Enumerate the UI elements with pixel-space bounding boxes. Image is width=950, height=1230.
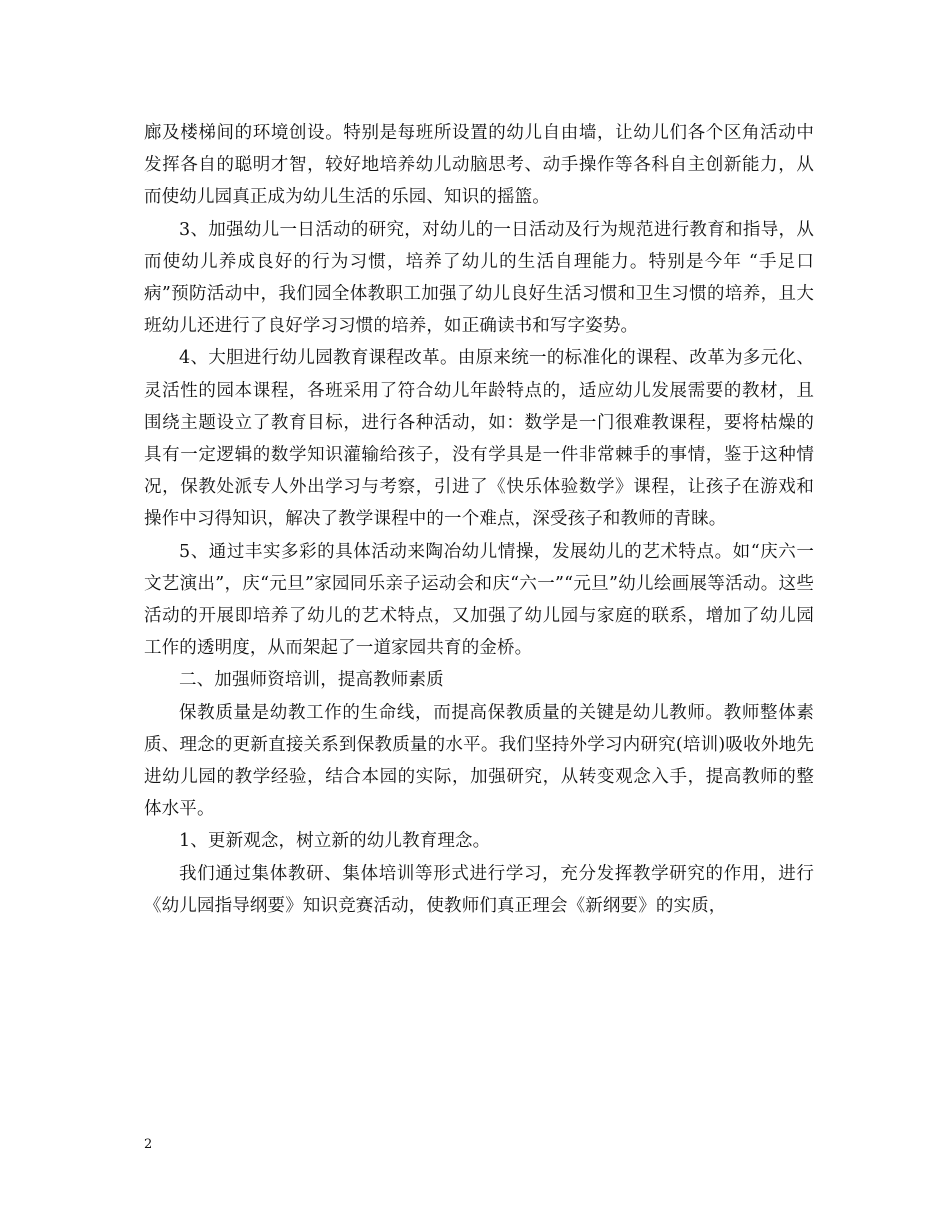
subheading-1: 1、更新观念，树立新的幼儿教育理念。 — [179, 831, 491, 852]
paragraph-training: 我们通过集体教研、集体培训等形式进行学习，充分发挥教学研究的作用，进行《幼儿园指导纲要》知识竞赛活动，使教师们真正理会《新纲要》的实质， — [144, 863, 814, 916]
body-text — [144, 117, 814, 922]
section-heading-2: 二、加强师资培训，提高教师素质 — [179, 670, 444, 691]
page-number: 2 — [144, 1137, 153, 1152]
paragraph-item-3: 3、加强幼儿一日活动的研究，对幼儿的一日活动及行为规范进行教育和指导，从而使幼儿养成良好的行为习惯，培养了幼儿的生活自理能力。特别是今年 “手足口病”预防活动中，我们园全体教职工加强了幼儿良好生活习惯和卫生习惯的培养，且大班幼儿还进行了良好学习习惯的培养，如正确读书和写字姿势。 — [144, 219, 814, 337]
paragraph-continuation: 廊及楼梯间的环境创设。特别是每班所设置的幼儿自由墙，让幼儿们各个区角活动中发挥各自的聪明才智，较好地培养幼儿动脑思考、动手操作等各科自主创新能力，从而使幼儿园真正成为幼儿生活的乐园、知识的摇篮。 — [144, 123, 814, 208]
paragraph-item-4: 4、大胆进行幼儿园教育课程改革。由原来统一的标准化的课程、改革为多元化、灵活性的园本课程，各班采用了符合幼儿年龄特点的，适应幼儿发展需要的教材，且围绕主题设立了教育目标，进行各种活动，如：数学是一门很难教课程，要将枯燥的具有一定逻辑的数学知识灌输给孩子，没有学具是一件非常棘手的事情，鉴于这种情况，保教处派专人外出学习与考察，引进了《快乐体验数学》课程，让孩子在游戏和操作中习得知识，解决了教学课程中的一个难点，深受孩子和教师的青睐。 — [144, 348, 814, 530]
paragraph-quality: 保教质量是幼教工作的生命线，而提高保教质量的关键是幼儿教师。教师整体素质、理念的更新直接关系到保教质量的水平。我们坚持外学习内研究(培训)吸收外地先进幼儿园的教学经验，结合本园的实际，加强研究，从转变观念入手，提高教师的整体水平。 — [144, 702, 814, 820]
paragraph-item-5: 5、通过丰实多彩的具体活动来陶冶幼儿情操，发展幼儿的艺术特点。如“庆六一文艺演出”，庆“元旦”家园同乐亲子运动会和庆“六一”“元旦”幼儿绘画展等活动。这些活动的开展即培养了幼儿的艺术特点，又加强了幼儿园与家庭的联系，增加了幼儿园工作的透明度，从而架起了一道家园共育的金桥。 — [144, 541, 814, 659]
